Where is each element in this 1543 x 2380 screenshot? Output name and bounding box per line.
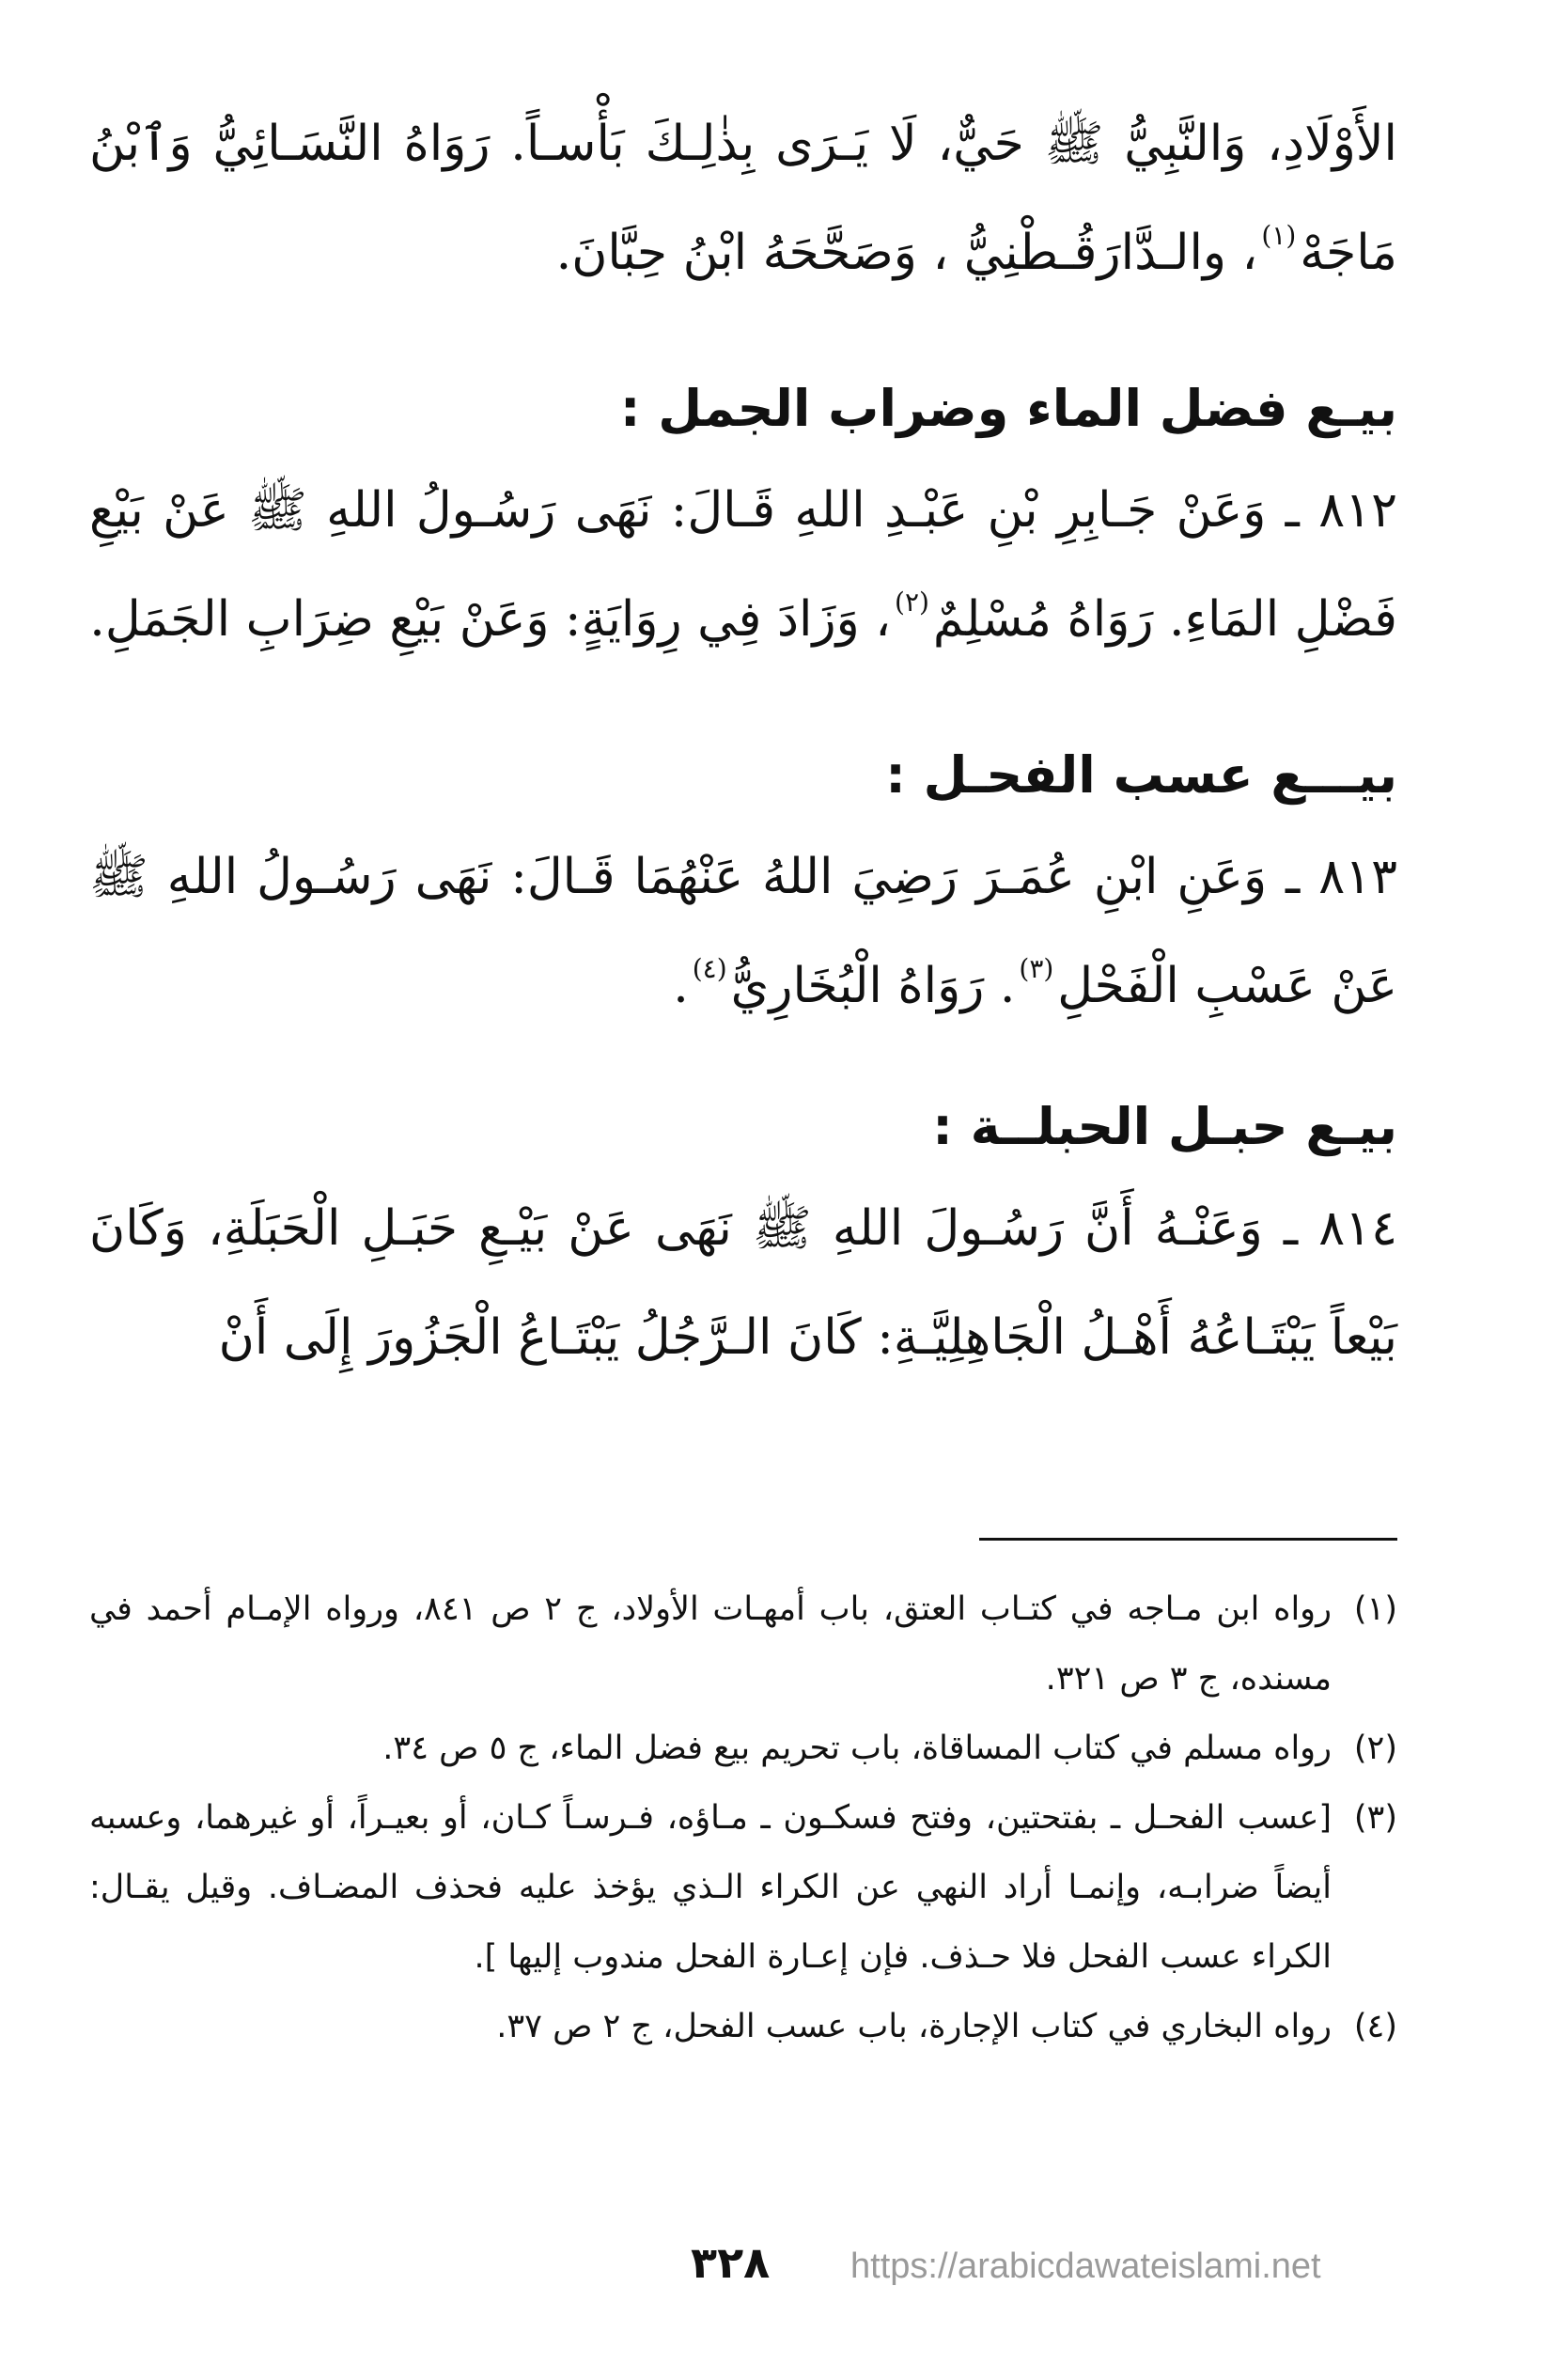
footnote-ref: (٢)	[895, 587, 929, 618]
footnote-number: (٤)	[1353, 2008, 1397, 2045]
footnote-text: رواه البخاري في كتاب الإجارة، باب عسب الفحل، ج ٢ ص ٣٧.	[496, 2008, 1332, 2045]
hadith-text: ٨١٤ ـ وَعَنْـهُ أَنَّ رَسُـولَ اللهِ ﷺ نَهَى عَنْ بَيْـعِ حَبَـلِ الْحَبَلَةِ، وَكَانَ بَيْعاً يَبْتَـاعُهُ أَهْـلُ الْجَاهِلِيَّـةِ: كَانَ الـرَّجُلُ يَبْتَـاعُ الْجَزُورَ إِلَى أَنْ	[89, 1200, 1397, 1366]
footnote-item	[89, 1714, 1397, 1783]
section-heading: بيـع حبـل الحبلــة :	[932, 1097, 1397, 1156]
footnote-ref: (٣)	[1019, 953, 1054, 984]
page-number: ٣٢٨	[691, 2237, 771, 2288]
hadith-text-cont: . رَوَاهُ الْبُخَارِيُّ	[730, 958, 1016, 1014]
hadith-text-cont: ، وَزَادَ فِي رِوَايَةٍ: وَعَنْ بَيْعِ ضِرَابِ الجَمَلِ.	[89, 591, 891, 648]
section-heading: بيـــع عسب الفحـل :	[885, 745, 1397, 805]
hadith-text-end: .	[673, 958, 689, 1014]
footnote-text: [عسب الفحـل ـ بفتحتين، وفتح فسكـون ـ مـاؤه، فـرسـاً كـان، أو بعيـراً، أو غيرهما، وعسبه أيضاً ضرابـه، وإنمـا أراد النهي عن الكراء الـذي يؤخذ عليه فحذف المضـاف. وقيل يقـال: الكراء عسب الفحل فلا حـذف. فإن إعـارة الفحل مندوب إليها ].	[89, 1799, 1332, 1976]
intro-paragraph	[89, 89, 1397, 307]
footnote-item	[89, 1574, 1397, 1714]
footnote-item	[89, 1783, 1397, 1992]
footnote-text: رواه مسلم في كتاب المساقاة، باب تحريم بيع فضل الماء، ج ٥ ص ٣٤.	[382, 1730, 1332, 1767]
hadith-paragraph	[89, 822, 1397, 1041]
intro-text-cont: ، والـدَّارَقُـطْنِيُّ ، وَصَحَّحَهُ ابْنُ حِبَّانَ.	[555, 225, 1258, 281]
intro-text: الأَوْلَادِ، وَالنَّبِيُّ ﷺ حَيٌّ، لَا يَـرَى بِذٰلِـكَ بَأْسـاً. رَوَاهُ النَّسَـائِيُّ وَٱبْنُ مَاجَهْ	[89, 116, 1397, 281]
footnotes	[89, 1574, 1397, 2061]
section-heading: بيـع فضل الماء وضراب الجمل :	[619, 379, 1397, 438]
hadith-paragraph	[89, 456, 1397, 674]
footnote-item	[89, 1992, 1397, 2061]
hadith-text: ٨١٢ ـ وَعَنْ جَـابِرِ بْنِ عَبْـدِ اللهِ قَـالَ: نَهَى رَسُـولُ اللهِ ﷺ عَنْ بَيْعِ فَضْلِ المَاءِ. رَوَاهُ مُسْلِمٌ	[89, 482, 1397, 648]
footnote-text: رواه ابن مـاجه في كتـاب العتق، باب أمهـات الأولاد، ج ٢ ص ٨٤١، ورواه الإمـام أحمد في مسنده، ج ٣ ص ٣٢١.	[89, 1590, 1332, 1698]
page-footer	[0, 2237, 1543, 2294]
footnote-ref: (٤)	[692, 953, 727, 984]
footnote-number: (٢)	[1353, 1730, 1397, 1767]
hadith-text: ٨١٣ ـ وَعَنِ ابْنِ عُمَـرَ رَضِيَ اللهُ عَنْهُمَا قَـالَ: نَهَى رَسُـولُ اللهِ ﷺ عَنْ عَسْبِ الْفَحْلِ	[89, 849, 1397, 1014]
footnote-number: (١)	[1353, 1590, 1397, 1628]
watermark-url: https://arabicdawateislami.net	[850, 2247, 1321, 2286]
footnote-divider	[979, 1538, 1397, 1541]
main-text	[89, 89, 1397, 1392]
hadith-paragraph	[89, 1174, 1397, 1392]
footnote-number: (٣)	[1353, 1799, 1397, 1837]
footnote-ref: (١)	[1261, 220, 1297, 251]
